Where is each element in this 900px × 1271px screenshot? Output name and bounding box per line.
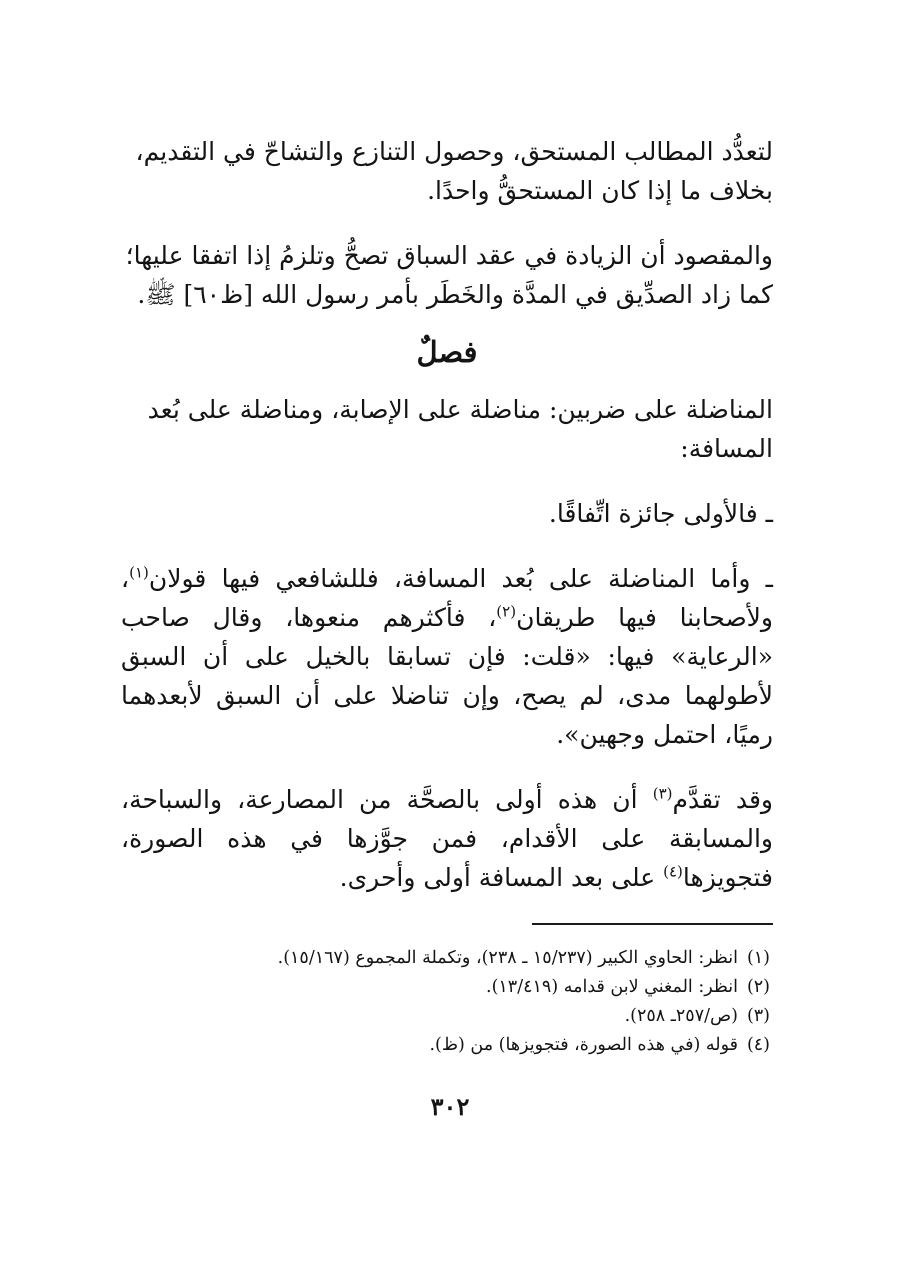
footnote-3 bbox=[130, 1002, 770, 1031]
footnote-text: قوله (في هذه الصورة، فتجويزها) من (ظ). bbox=[429, 1035, 738, 1055]
footnotes bbox=[130, 944, 770, 1060]
p3-line-1: المناضلة على ضربين: مناضلة على الإصابة، ومناضلة على بُعد bbox=[147, 395, 773, 424]
footnote-divider bbox=[532, 923, 773, 925]
p1-line-1: لتعدُّد المطالب المستحق، وحصول التنازع والتشاحّ في التقديم، bbox=[135, 137, 773, 166]
footnote-ref-4: (٤) bbox=[663, 862, 683, 881]
paragraph-6 bbox=[121, 780, 773, 897]
footnote-text: انظر: المغني لابن قدامه (١٣/٤١٩). bbox=[486, 977, 738, 997]
footnote-1 bbox=[130, 944, 770, 973]
footnote-number: (٤) bbox=[746, 1035, 770, 1055]
footnote-4 bbox=[130, 1031, 770, 1060]
footnote-ref-3: (٣) bbox=[652, 784, 673, 803]
p6-part-b: أن هذه أولى بالصحَّة من المصارعة، والسباحة، والمسابقة على الأقدام، فمن جوَّزها في هذه الصورة، فتجويزها bbox=[121, 785, 773, 892]
p5-part-a: ـ وأما المناضلة على بُعد المسافة، فللشافعي فيها قولان bbox=[148, 564, 773, 593]
footnote-number: (١) bbox=[746, 948, 770, 968]
footnote-ref-1: (١) bbox=[129, 563, 149, 582]
footnote-number: (٢) bbox=[746, 977, 770, 997]
p1-line-2: بخلاف ما إذا كان المستحقُّ واحدًا. bbox=[427, 176, 773, 205]
page-number: ٣٠٢ bbox=[430, 1092, 470, 1121]
footnote-ref-2: (٢) bbox=[496, 602, 517, 621]
footnote-text: (ص/٢٥٧ـ ٢٥٨). bbox=[624, 1006, 738, 1026]
footnote-2 bbox=[130, 973, 770, 1002]
footnote-number: (٣) bbox=[746, 1006, 770, 1026]
footnote-text: انظر: الحاوي الكبير (١٥/٢٣٧ ـ ٢٣٨)، وتكملة المجموع (١٥/١٦٧). bbox=[277, 948, 738, 968]
section-heading: فصلٌ bbox=[416, 335, 478, 369]
p3-line-2: المسافة: bbox=[680, 434, 773, 463]
paragraph-2 bbox=[121, 236, 773, 314]
p6-part-a: وقد تقدَّم bbox=[672, 785, 773, 814]
p2-line-1: والمقصود أن الزيادة في عقد السباق تصحُّ وتلزمُ إذا اتفقا عليها؛ bbox=[125, 241, 773, 270]
p5-part-c: ، فأكثرهم منعوها، وقال صاحب «الرعاية» فيها: «قلت: فإن تسابقا بالخيل على أن السبق لأطولهما مدى، لم يصح، وإن تناضلا على أن السبق لأبعدهما رميًا، احتمل وجهين». bbox=[121, 603, 773, 749]
paragraph-5 bbox=[121, 559, 773, 754]
paragraph-1 bbox=[121, 132, 773, 210]
paragraph-4: ـ فالأولى جائزة اتِّفاقًا. bbox=[548, 499, 773, 528]
main-text bbox=[121, 132, 773, 897]
paragraph-3 bbox=[121, 390, 773, 468]
p5-part-b: ، ولأصحابنا فيها طريقان bbox=[121, 564, 773, 632]
p6-part-c: على بعد المسافة أولى وأحرى. bbox=[339, 863, 664, 892]
p2-line-2: كما زاد الصدِّيق في المدَّة والخَطَر بأمر رسول الله [ظ٦٠] ﷺ. bbox=[137, 280, 773, 309]
